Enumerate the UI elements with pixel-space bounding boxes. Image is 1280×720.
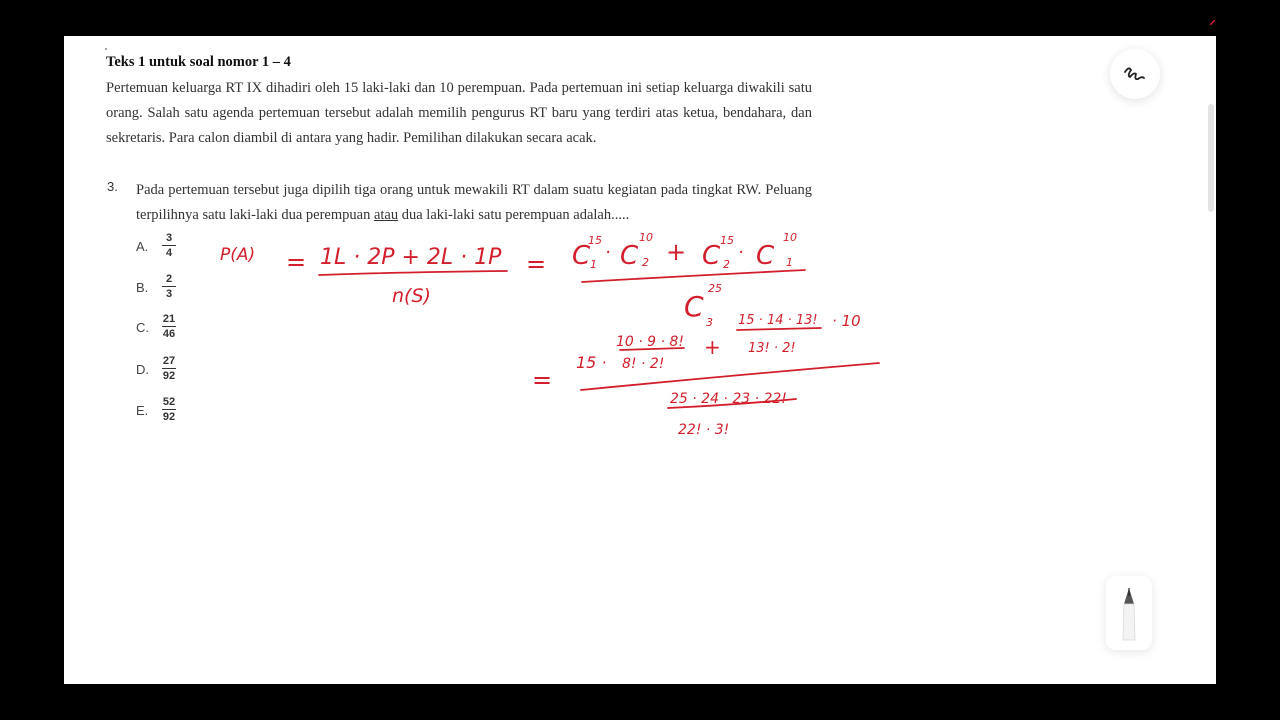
- fraction-numerator: 3: [165, 232, 173, 244]
- hw-frac-num: 15 · 14 · 13!: [738, 313, 818, 328]
- scrollbar[interactable]: [1208, 104, 1214, 212]
- hw-frac-num: 25 · 24 · 23 · 22!: [670, 391, 787, 407]
- fraction-denominator: 92: [162, 411, 176, 423]
- text-heading: Teks 1 untuk soal nomor 1 – 4: [106, 54, 291, 70]
- hw-text: · 10: [832, 312, 861, 330]
- fraction-denominator: 4: [165, 247, 173, 259]
- hw-sub: 2: [642, 256, 649, 269]
- hw-frac-num: 10 · 9 · 8!: [616, 334, 684, 350]
- hw-dot: ·: [738, 242, 744, 263]
- handwriting-icon: [1122, 64, 1148, 84]
- hw-sup: 10: [639, 231, 653, 244]
- pen-icon: [1117, 582, 1141, 642]
- hw-sub: 3: [706, 316, 713, 329]
- hw-comb: C: [702, 241, 721, 271]
- hw-comb: C: [620, 241, 639, 271]
- hw-equals: =: [532, 366, 553, 394]
- hw-sup: 25: [708, 282, 722, 295]
- question-underlined-word: atau: [373, 207, 399, 223]
- hw-comb: C: [756, 241, 775, 271]
- handwriting-layer: [64, 36, 1216, 684]
- hw-sup: 10: [783, 231, 797, 244]
- hw-frac-den: 13! · 2!: [748, 341, 796, 356]
- fraction-numerator: 2: [165, 273, 173, 285]
- corner-marker: [1210, 20, 1215, 25]
- hw-fraction-line: [319, 271, 507, 275]
- fraction-denominator: 46: [162, 328, 176, 340]
- hw-dot: ·: [605, 242, 611, 263]
- hw-comb: C: [572, 241, 591, 271]
- option-letter: A.: [136, 239, 149, 254]
- hw-frac-den: 8! · 2!: [622, 356, 665, 372]
- hw-sub: 1: [590, 258, 597, 271]
- hw-sup: 15: [720, 234, 734, 247]
- hw-numerator: 1L · 2P + 2L · 1P: [320, 245, 502, 270]
- fraction-denominator: 3: [165, 288, 173, 300]
- hw-sub: 2: [723, 258, 730, 271]
- option-letter: D.: [136, 362, 149, 377]
- pen-tool-button[interactable]: [1106, 576, 1152, 650]
- hw-sub: 1: [786, 256, 793, 269]
- text-paragraph: Pertemuan keluarga RT IX dihadiri oleh 15 laki-laki dan 10 perempuan. Pada pertemuan ini setiap keluarga diwakili satu orang. Salah satu agenda pertemuan tersebut adalah memilih pengurus RT baru yang terdiri atas ketua, bendahara, dan sekretaris. Para calon diambil di antara yang hadir. Pemilihan dilakukan secara acak.: [106, 80, 812, 146]
- hw-frac-den: 22! · 3!: [678, 422, 730, 438]
- fraction-numerator: 52: [162, 396, 176, 408]
- hw-fraction-line: [737, 328, 821, 330]
- hw-equals: =: [286, 248, 307, 276]
- hw-sup: 15: [588, 234, 602, 247]
- fraction-numerator: 27: [162, 355, 176, 367]
- option-letter: B.: [136, 280, 149, 295]
- document-page: [64, 36, 1216, 684]
- hw-comb: C: [684, 290, 704, 323]
- handwriting-toggle-button[interactable]: [1110, 49, 1160, 99]
- option-letter: E.: [136, 403, 149, 418]
- hw-plus: +: [666, 238, 687, 266]
- hw-equals: =: [526, 250, 547, 278]
- fraction-denominator: 92: [162, 370, 176, 382]
- question-number: 3.: [107, 179, 118, 194]
- hw-fraction-line: [582, 270, 805, 282]
- hw-plus: +: [704, 335, 721, 359]
- option-letter: C.: [136, 320, 149, 335]
- hw-text: 15 ·: [576, 353, 607, 372]
- fraction-numerator: 21: [162, 313, 176, 325]
- hw-p-of-a: P(A): [220, 245, 256, 265]
- question-text-part: dua laki-laki satu perempuan adalah.....: [398, 207, 630, 223]
- question-text-part: Pada pertemuan tersebut juga dipilih tiga orang untuk mewakili RT dalam suatu kegiatan pada tingkat RW. Peluang terpilihnya satu laki-laki dua perempuan: [136, 182, 812, 223]
- hw-denominator: n(S): [392, 285, 431, 307]
